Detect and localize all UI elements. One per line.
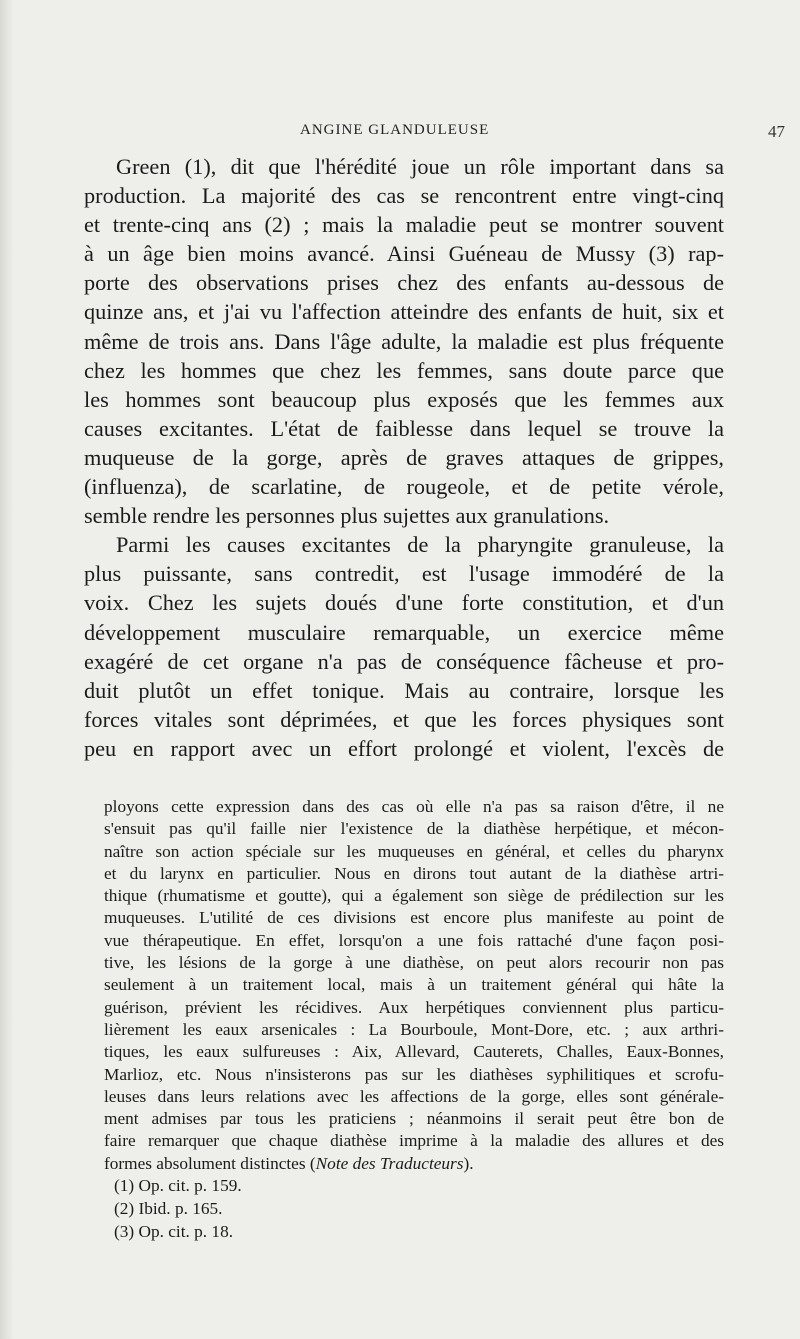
text-line: et trente-cinq ans (2) ; mais la maladie peut se montrer souvent (84, 212, 724, 238)
paragraph-2 (84, 530, 724, 763)
text-line: forces vitales sont déprimées, et que les forces physiques sont (84, 706, 724, 732)
text-line: exagéré de cet organe n'a pas de conséquence fâcheuse et pro- (84, 648, 724, 674)
text-line: développement musculaire remarquable, un exercice même (84, 619, 724, 645)
footnote-line: naître son action spéciale sur les muqueuses en général, et celles du pharynx (104, 841, 724, 861)
footnote-last-line (104, 1153, 724, 1175)
footnote-line: lièrement les eaux arsenicales : La Bourboule, Mont-Dore, etc. ; aux arthri- (104, 1019, 724, 1039)
text-line: (influenza), de scarlatine, de rougeole, et de petite vérole, (84, 474, 724, 500)
text-line: duit plutôt un effet tonique. Mais au contraire, lorsque les (84, 677, 724, 703)
footnote-last-prefix: formes absolument distinctes ( (104, 1153, 316, 1173)
text-line: à un âge bien moins avancé. Ainsi Guéneau de Mussy (3) rap- (84, 241, 724, 267)
text-line: peu en rapport avec un effort prolongé et violent, l'excès de (84, 735, 724, 761)
text-line: semble rendre les personnes plus sujettes aux granulations. (84, 503, 610, 529)
footnote-line: tive, les lésions de la gorge à une diathèse, on peut alors recourir non pas (104, 953, 724, 973)
text-line: muqueuse de la gorge, après de graves attaques de grippes, (84, 444, 724, 470)
running-title: ANGINE GLANDULEUSE (300, 122, 490, 138)
footnote-line: thique (rhumatisme et goutte), qui a également son siège de prédilection sur les (104, 886, 724, 906)
footnote-line: ployons cette expression dans des cas où elle n'a pas sa raison d'être, il ne (104, 797, 724, 816)
footnote-line: et du larynx en particulier. Nous en dirons tout autant de la diathèse artri- (104, 863, 724, 883)
reference-item: (1) Op. cit. p. 159. (114, 1176, 242, 1195)
text-line: production. La majorité des cas se rencontrent entre vingt-cinq (84, 183, 724, 209)
reference-item: (2) Ibid. p. 165. (114, 1199, 223, 1218)
text-line: Parmi les causes excitantes de la pharyngite granuleuse, la (116, 532, 724, 558)
text-line: Green (1), dit que l'hérédité joue un rôle important dans sa (116, 154, 724, 179)
text-line: quinze ans, et j'ai vu l'affection atteindre des enfants de huit, six et (84, 299, 724, 325)
text-line: chez les hommes que chez les femmes, sans doute parce que (84, 357, 724, 383)
footnote-line: muqueuses. L'utilité de ces divisions est encore plus manifeste au point de (104, 908, 724, 928)
footnote-line: leuses dans leurs relations avec les affections de la gorge, elles sont générale- (104, 1086, 724, 1106)
page-number: 47 (768, 122, 785, 141)
text-line: porte des observations prises chez des enfants au-dessous de (84, 270, 724, 296)
footnote-last-suffix: ). (463, 1153, 474, 1173)
footnote-line: tiques, les eaux sulfureuses : Aix, Allevard, Cauterets, Challes, Eaux-Bonnes, (104, 1042, 724, 1062)
paragraph-1 (84, 152, 724, 530)
text-line: même de trois ans. Dans l'âge adulte, la maladie est plus fréquente (84, 328, 724, 354)
footnote-line: faire remarquer que chaque diathèse imprime à la maladie des allures et des (104, 1131, 724, 1151)
page-header (0, 122, 800, 146)
text-line: plus puissante, sans contredit, est l'usage immodéré de la (84, 561, 724, 587)
text-line: causes excitantes. L'état de faiblesse dans lequel se trouve la (84, 415, 724, 441)
footnote-line: ment admises par tous les praticiens ; néanmoins il serait peut être bon de (104, 1109, 724, 1129)
main-text (84, 152, 724, 763)
footnote-line: guérison, prévient les récidives. Aux herpétiques conviennent plus particu- (104, 997, 724, 1017)
footnote-line: seulement à un traitement local, mais à un traitement général qui hâte la (104, 975, 724, 995)
text-line: les hommes sont beaucoup plus exposés que les femmes aux (84, 386, 724, 412)
footnote-line: Marlioz, etc. Nous n'insisterons pas sur les diathèses syphilitiques et scrofu- (104, 1064, 724, 1084)
reference-list (114, 1174, 242, 1243)
footnote-line: vue thérapeutique. En effet, lorsqu'on a une fois rattaché d'une façon posi- (104, 930, 724, 950)
reference-item: (3) Op. cit. p. 18. (114, 1222, 234, 1241)
text-line: voix. Chez les sujets doués d'une forte constitution, et d'un (84, 590, 724, 616)
footnote-line: s'ensuit pas qu'il faille nier l'existence de la diathèse herpétique, et mécon- (104, 819, 724, 839)
footnote-attribution: Note des Traducteurs (315, 1153, 464, 1173)
footnote-block (104, 796, 724, 1175)
